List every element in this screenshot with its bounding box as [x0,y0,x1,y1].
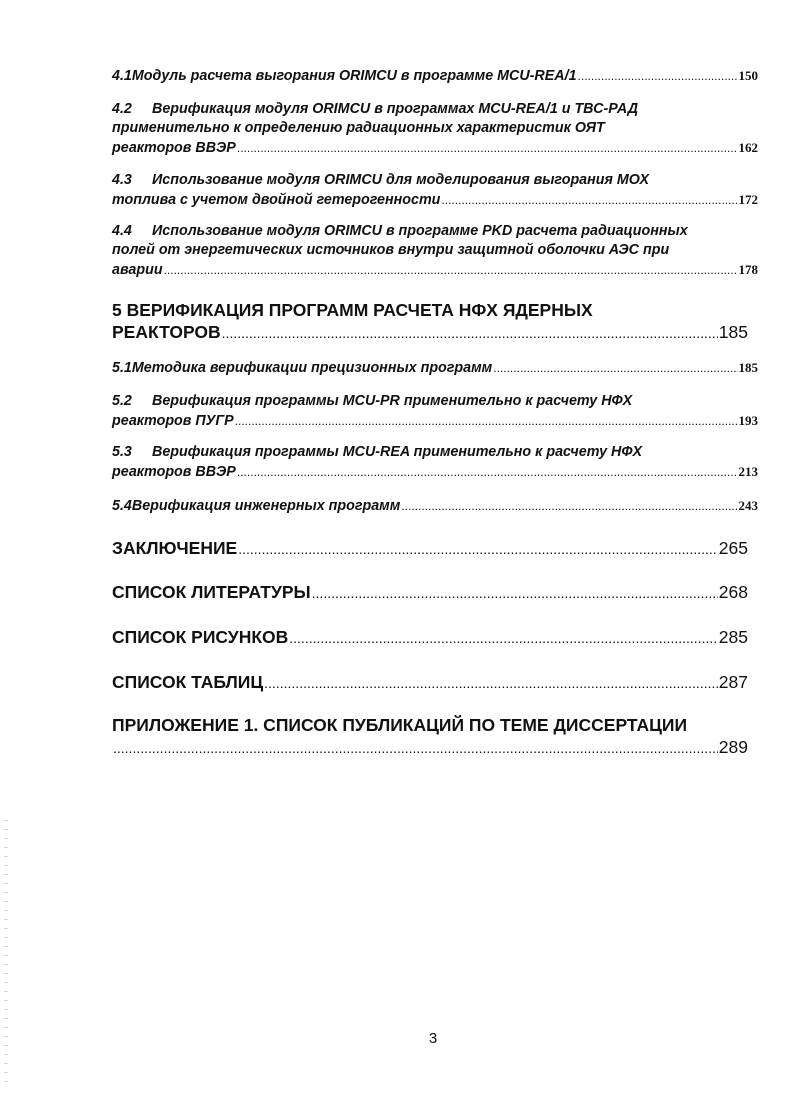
entry-title-last: топлива с учетом двойной гетерогенности [112,192,441,208]
toc-entry-5-3[interactable] [112,443,758,482]
dot-leader [238,538,718,560]
entry-page: 150 [738,68,758,83]
toc-entry-4-4[interactable] [112,222,758,280]
toc-entry-4-3[interactable] [112,171,758,210]
entry-title-line-2: полей от энергетических источников внутри защитной оболочки АЭС при [112,242,670,258]
entry-title-line-1: Использование модуля ORIMCU для моделирования выгорания МОХ [152,172,650,188]
entry-title: Модуль расчета выгорания ORIMCU в программе MCU-REA/1 [131,68,577,84]
toc-conclusion[interactable] [112,537,748,560]
dot-leader [578,67,738,86]
dot-leader [113,737,718,759]
toc-entry-4-2[interactable] [112,100,758,158]
main-page: 268 [718,582,748,602]
section-title-last: РЕАКТОРОВ [112,322,221,342]
dot-leader [493,359,737,378]
entry-title-line-1: Верификация программы MCU-PR применительно к расчету НФХ [152,393,633,409]
dot-leader [264,672,718,694]
entry-title-last: реакторов ВВЭР [112,464,236,480]
entry-number: 4.2 [112,101,132,117]
entry-page: 213 [738,464,758,479]
main-page: 287 [718,672,748,692]
entry-title-line-1: Использование модуля ORIMCU в программе PKD расчета радиационных [152,223,688,239]
toc-references[interactable] [112,581,748,604]
entry-number: 5.3 [112,444,132,460]
entry-title-last: реакторов ПУГР [112,413,234,429]
entry-page: 193 [738,413,758,428]
entry-number: 4.3 [112,172,132,188]
entry-page: 243 [738,498,758,513]
entry-title-line-2: применительно к определению радиационных характеристик ОЯТ [112,120,605,136]
entry-number: 4.4 [112,223,132,239]
main-title: ЗАКЛЮЧЕНИЕ [112,538,238,558]
dot-leader [312,582,718,604]
entry-number: 4.1 [112,68,132,84]
toc-section-5[interactable] [112,299,748,344]
toc-appendix-1[interactable] [112,714,748,759]
entry-title-line-1: Верификация программы MCU-REA применительно к расчету НФХ [152,444,643,460]
toc-entry-4-1[interactable] [112,66,758,86]
dot-leader [164,261,738,280]
main-title: СПИСОК РИСУНКОВ [112,627,289,647]
entry-number: 5.2 [112,393,132,409]
entry-title-last: аварии [112,262,163,278]
dot-leader [237,463,738,482]
dot-leader [401,497,737,516]
page-number: 3 [428,1030,438,1047]
dot-leader [289,627,718,649]
entry-title: Верификация инженерных программ [131,498,401,514]
toc-entry-5-4[interactable] [112,496,758,516]
dot-leader [237,139,738,158]
entry-page: 172 [738,192,758,207]
entry-title-line-1: Верификация модуля ORIMCU в программах MCU-REA/1 и ТВС-РАД [152,101,639,117]
section-page: 185 [718,322,748,342]
entry-number: 5.1 [112,360,132,376]
entry-page: 162 [738,140,758,155]
main-page: 285 [718,627,748,647]
entry-page: 185 [738,360,758,375]
main-title: СПИСОК ЛИТЕРАТУРЫ [112,582,311,602]
dot-leader [235,412,738,431]
toc-figures[interactable] [112,626,748,649]
entry-page: 178 [738,262,758,277]
dot-leader [222,322,718,344]
main-page: 265 [718,538,748,558]
toc-entry-5-1[interactable] [112,358,758,378]
entry-title-last: реакторов ВВЭР [112,140,236,156]
section-title-line-1: 5 ВЕРИФИКАЦИЯ ПРОГРАММ РАСЧЕТА НФХ ЯДЕРНЫХ [112,300,593,320]
appendix-title: ПРИЛОЖЕНИЕ 1. СПИСОК ПУБЛИКАЦИЙ ПО ТЕМЕ ДИССЕРТАЦИИ [112,715,688,735]
main-title: СПИСОК ТАБЛИЦ [112,672,264,692]
scan-artifact [4,820,8,1090]
toc-tables[interactable] [112,671,748,694]
entry-title: Методика верификации прецизионных программ [131,360,493,376]
toc-entry-5-2[interactable] [112,392,758,431]
dot-leader [441,191,737,210]
appendix-page: 289 [718,737,748,757]
entry-number: 5.4 [112,498,132,514]
